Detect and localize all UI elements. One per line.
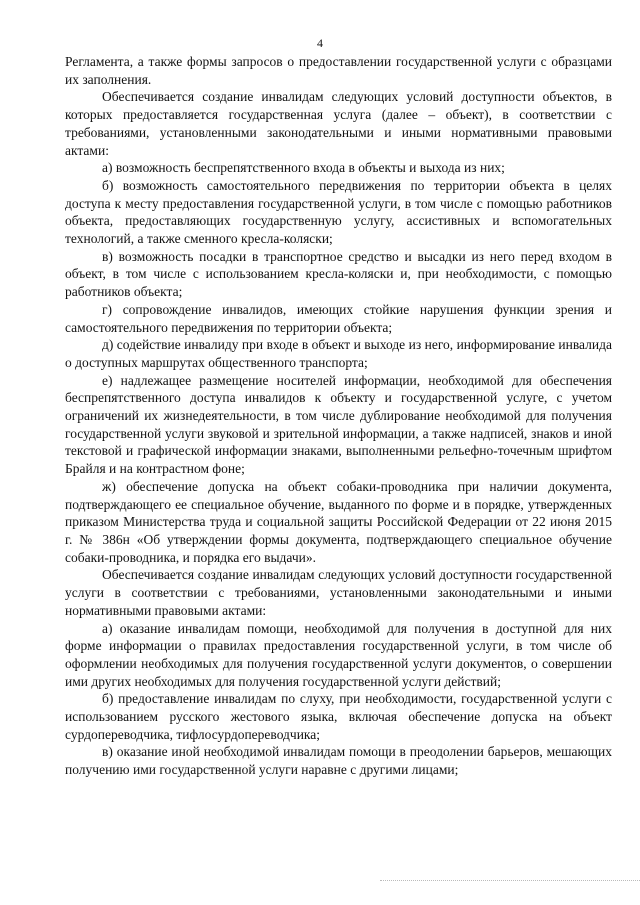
- list-item-e: е) надлежащее размещение носителей информации, необходимой для обеспечения беспрепятственного доступа инвалидов к объекту и государственной услуге, с учетом ограничений их жизнедеятельности, в том числе дублирование необходимой для получения государственной услуги звуковой и зрительной информации, а также надписей, знаков и иной текстовой и графической информации знаками, выполненными рельефно-точечным шрифтом Брайля и на контрастном фоне;: [65, 372, 612, 477]
- document-body: [65, 53, 612, 779]
- paragraph-object-accessibility-intro: Обеспечивается создание инвалидам следующих условий доступности объектов, в которых предоставляется государственная услуга (далее – объект), в соответствии с требованиями, установленными законодательными и иными нормативными правовыми актами:: [65, 89, 612, 158]
- service-list-item-b: б) предоставление инвалидам по слуху, при необходимости, государственной услуги с использованием русского жестового языка, включая обеспечение допуска на объект сурдопереводчика, тифлосурдопереводчика;: [65, 691, 612, 742]
- service-list-item-v: в) оказание иной необходимой инвалидам помощи в преодолении барьеров, мешающих получению ими государственной услуги наравне с другими лицами;: [65, 744, 612, 778]
- list-item-v: в) возможность посадки в транспортное средство и высадки из него перед входом в объект, в том числе с использованием кресла-коляски и, при необходимости, с помощью работников объекта;: [65, 248, 612, 300]
- scan-divider: [380, 880, 640, 882]
- paragraph-service-accessibility-intro: Обеспечивается создание инвалидам следующих условий доступности государственной услуги в соответствии с требованиями, установленными законодательными и иными нормативными правовыми актами:: [65, 567, 612, 618]
- service-list-item-a: а) оказание инвалидам помощи, необходимой для получения в доступной для них форме информации о правилах предоставления государственной услуги, в том числе об оформлении необходимых для получения государственной услуги документов, о совершении ими других необходимых для получения государственной услуги действий;: [65, 620, 612, 689]
- list-item-g: г) сопровождение инвалидов, имеющих стойкие нарушения функции зрения и самостоятельного передвижения по территории объекта;: [65, 301, 612, 335]
- list-item-d: д) содействие инвалиду при входе в объект и выходе из него, информирование инвалида о доступных маршрутах общественного транспорта;: [65, 337, 612, 370]
- list-item-zh: ж) обеспечение допуска на объект собаки-проводника при наличии документа, подтверждающего ее специальное обучение, выданного по форме и в порядке, утвержденных приказом Министерства труда и социальной защиты Российской Федерации от 22 июня 2015 г. № 386н «Об утверждении формы документа, подтверждающего специальное обучение собаки-проводника, и порядка его выдачи».: [65, 478, 612, 565]
- list-item-a: а) возможность беспрепятственного входа в объекты и выхода из них;: [102, 160, 505, 176]
- paragraph-continuation: Регламента, а также формы запросов о предоставлении государственной услуги с образцами их заполнения.: [65, 54, 612, 87]
- page-number: 4: [317, 36, 323, 50]
- list-item-b: б) возможность самостоятельного передвижения по территории объекта в целях доступа к месту предоставления государственной услуги, в том числе с помощью работников объекта, предоставляющих государственную услугу, ассистивных и вспомогательных технологий, а также сменного кресла-коляски;: [65, 177, 612, 247]
